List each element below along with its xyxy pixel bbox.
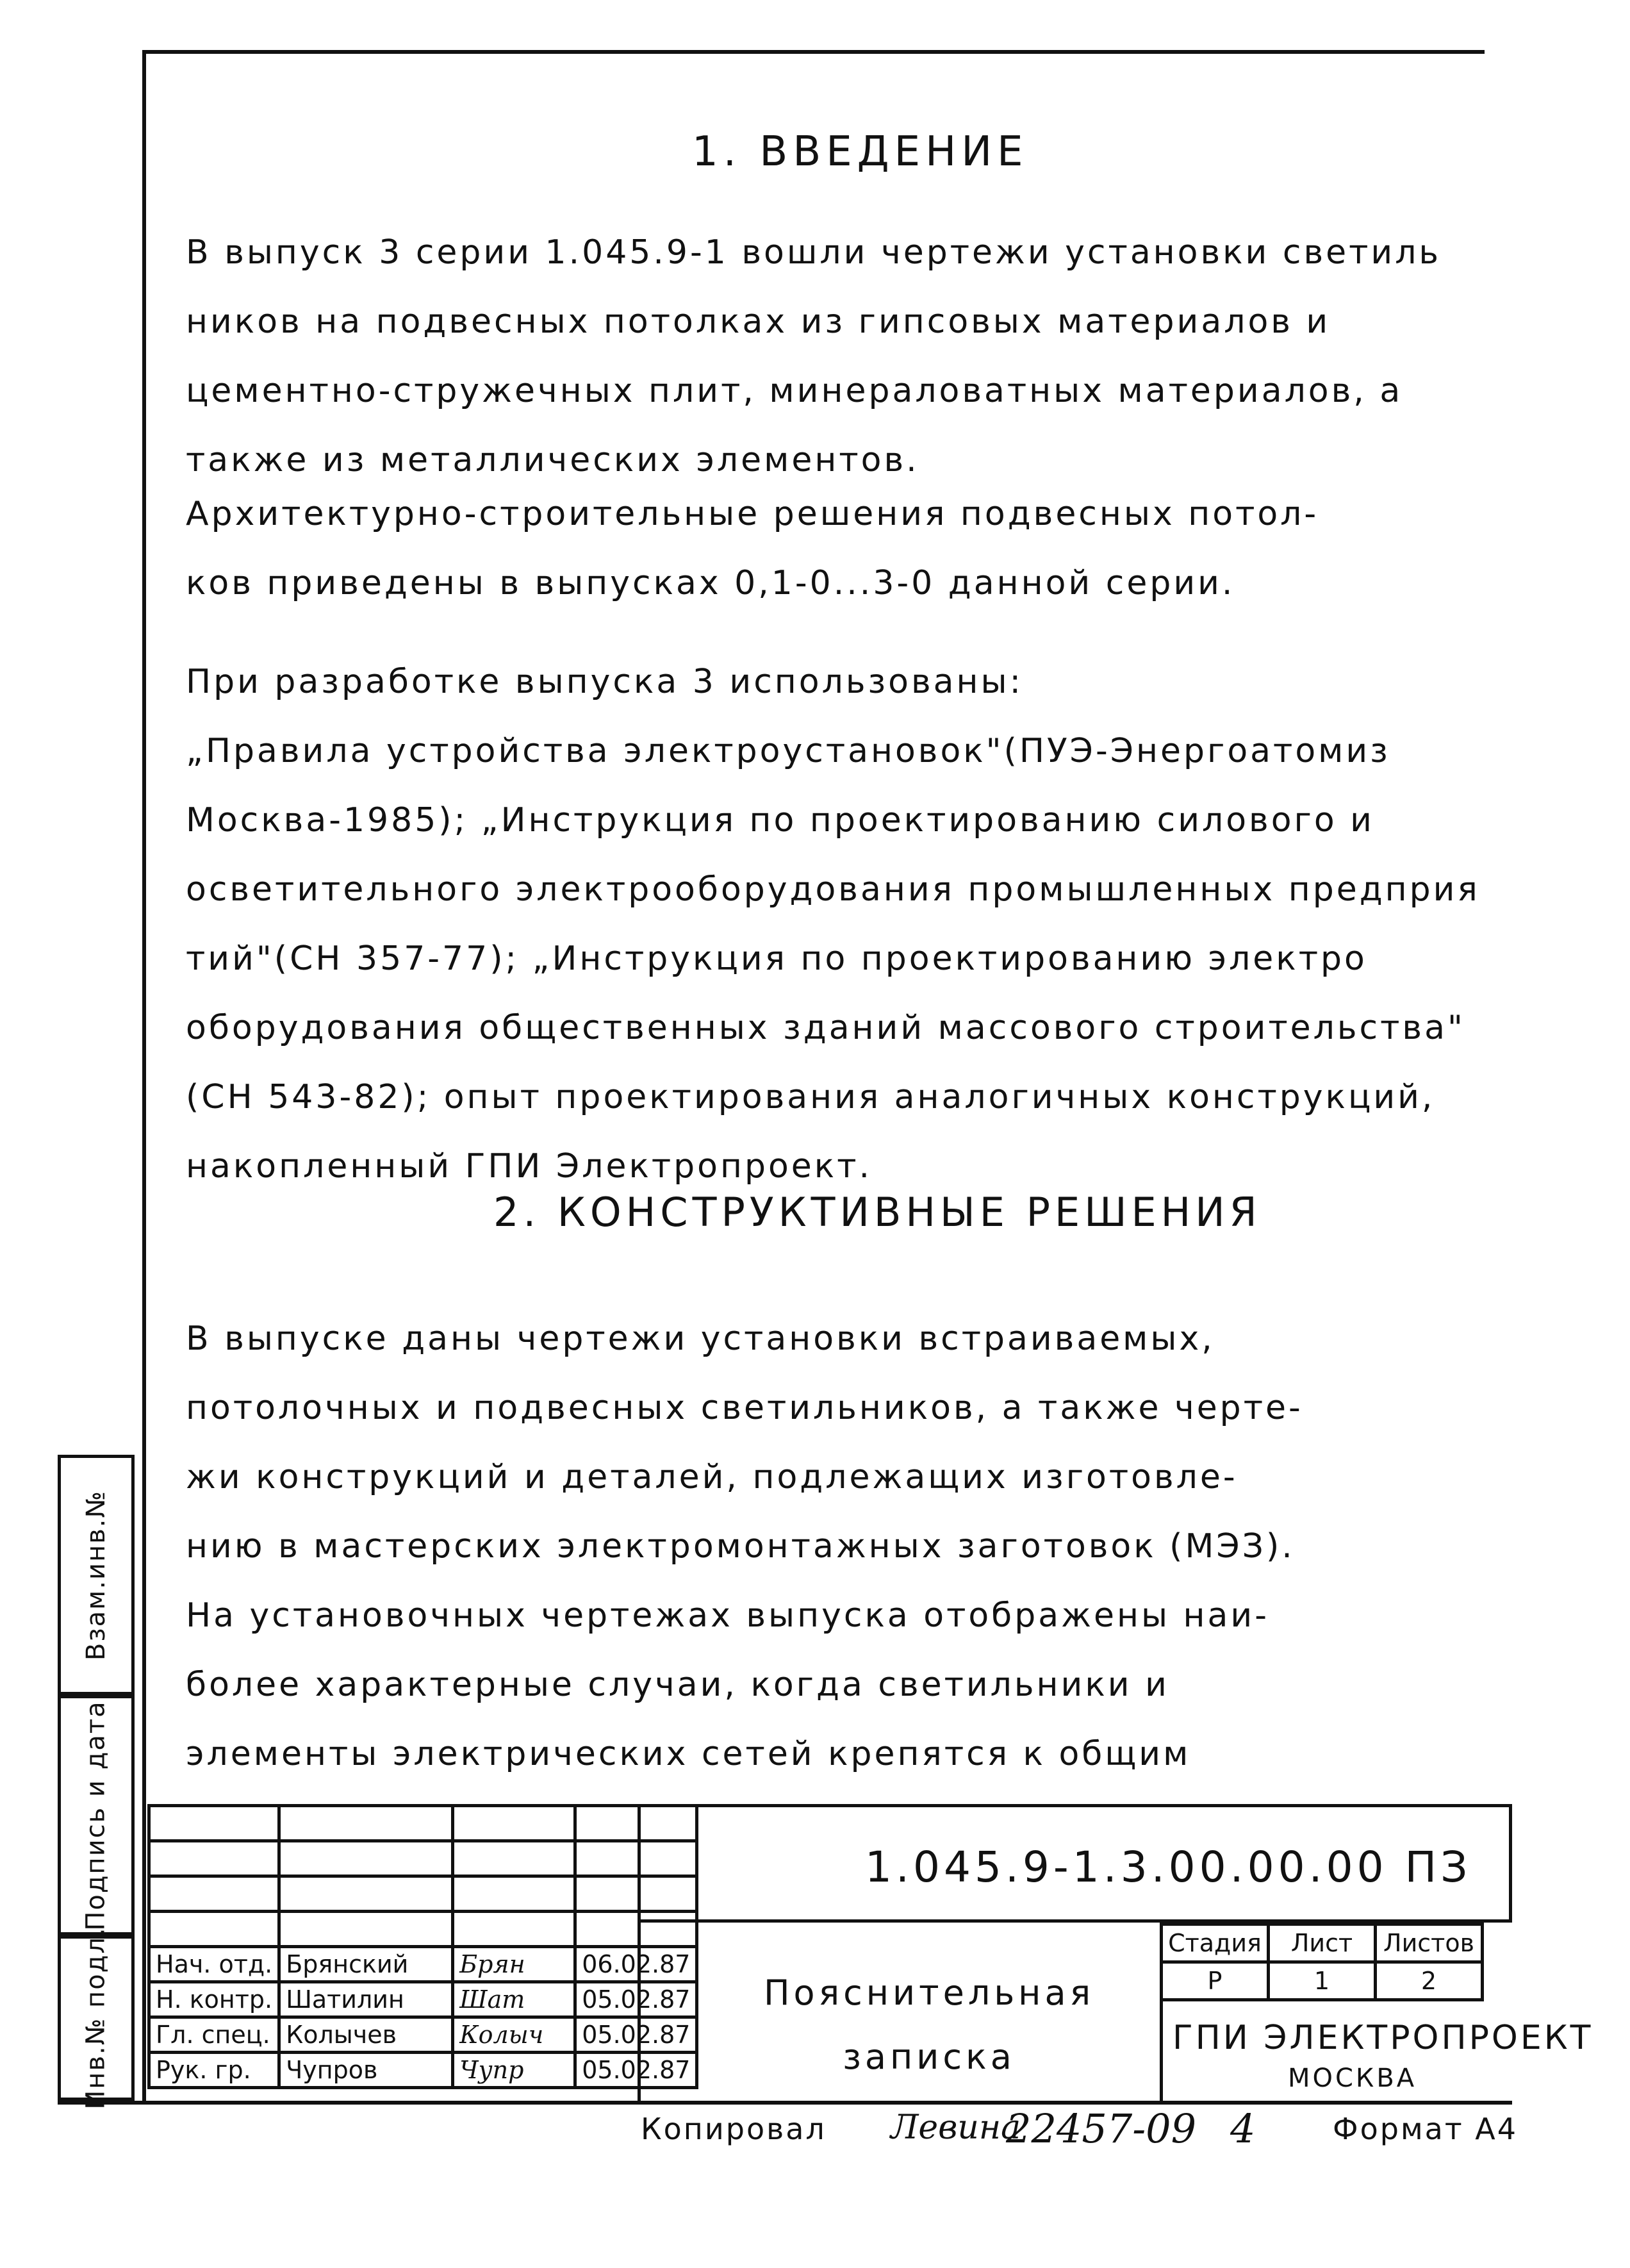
table-row	[149, 1841, 697, 1876]
frame-top-border	[142, 50, 1485, 54]
document-title-line2: записка	[843, 2037, 1016, 2077]
table-row	[1162, 1962, 1483, 2000]
date-cell: 06.02.87	[575, 1947, 697, 1982]
table-row	[1162, 1924, 1483, 1962]
name-cell: Чупров	[279, 2053, 453, 2088]
signature-cell: Чупр	[453, 2053, 575, 2088]
signature-cell: Колыч	[453, 2017, 575, 2053]
section1-para2: Архитектурно-строительные решения подвесных потол- ков приведены в выпусках 0,1-0...3-0 данной серии.	[186, 495, 1319, 602]
copied-label: Копировал	[641, 2112, 827, 2146]
section2-heading: 2. КОНСТРУКТИВНЫЕ РЕШЕНИЯ	[493, 1189, 1262, 1236]
signature-cell: Шат	[453, 1982, 575, 2017]
side-inv-label: Инв.№ подл.	[81, 1926, 111, 2110]
table-row	[149, 2017, 697, 2053]
document-code: 1.045.9-1.3.00.00.00 ПЗ	[865, 1842, 1472, 1892]
side-vzam-inv	[58, 1455, 135, 1695]
side-podpis-data	[58, 1695, 135, 1935]
document-title	[737, 1961, 1121, 2089]
sheet-header: Лист	[1269, 1924, 1376, 1962]
stage-value: Р	[1162, 1962, 1269, 2000]
table-row	[149, 1947, 697, 1982]
date-cell: 05.02.87	[575, 1982, 697, 2017]
section1-para1: В выпуск 3 серии 1.045.9-1 вошли чертежи установки светиль ников на подвесных потолках из гипсовых материалов и цементно-стружечных плит, минераловатных материалов, а также из металлических элементов.	[186, 233, 1442, 479]
date-cell: 05.02.87	[575, 2017, 697, 2053]
document-title-line1: Пояснительная	[763, 1973, 1095, 2013]
section2-para1: В выпуске даны чертежи установки встраиваемых, потолочных и подвесных светильников, а также черте- жи конструкций и деталей, подлежащих изготовле- нию в мастерских электромонтажных заготовок (МЭЗ). На установочных чертежах выпуска отображены наи- более характерные случаи, когда светильники и элементы электрических сетей крепятся к общим	[186, 1320, 1303, 1773]
name-cell: Брянский	[279, 1947, 453, 1982]
role-cell: Гл. спец.	[149, 2017, 279, 2053]
table-row	[149, 1982, 697, 2017]
date-cell: 05.02.87	[575, 2053, 697, 2088]
stage-header: Стадия	[1162, 1924, 1269, 1962]
sheet-value: 1	[1269, 1962, 1376, 2000]
stage-table	[1160, 1923, 1484, 2001]
name-cell: Колычев	[279, 2017, 453, 2053]
signature-cell: Брян	[453, 1947, 575, 1982]
organization-city: МОСКВА	[1288, 2064, 1417, 2093]
table-row	[149, 2053, 697, 2088]
section1-heading: 1. ВВЕДЕНИЕ	[692, 128, 1028, 176]
side-inv-podl	[58, 1926, 135, 2110]
signature-table	[147, 1804, 698, 2089]
side-vzam-label: Взам.инв.№	[81, 1489, 111, 1660]
archive-number: 22457-09	[1006, 2105, 1197, 2152]
role-cell: Рук. гр.	[149, 2053, 279, 2088]
table-row	[149, 1912, 697, 1947]
role-cell: Н. контр.	[149, 1982, 279, 2017]
sheets-value: 2	[1376, 1962, 1483, 2000]
table-row	[149, 1806, 697, 1841]
paper-format: Формат А4	[1333, 2112, 1518, 2146]
section1-para3: При разработке выпуска 3 использованы: „Правила устройства электроустановок"(ПУЭ-Энергоатомиз Москва-1985); „Инструкция по проектированию силового и осветительного электрооборудования промышленных предприя тий"(СН 357-77); „Инструкция по проектированию электро оборудования общественных зданий массового строительства" (СН 543-82); опыт проектирования аналогичных конструкций, накопленный ГПИ Электропроект.	[186, 663, 1480, 1186]
name-cell: Шатилин	[279, 1982, 453, 2017]
side-podpis-label: Подпись и дата	[81, 1700, 111, 1931]
role-cell: Нач. отд.	[149, 1947, 279, 1982]
frame-left-border	[142, 50, 146, 2101]
table-row	[149, 1876, 697, 1912]
sheets-header: Листов	[1376, 1924, 1483, 1962]
organization-name: ГПИ ЭЛЕКТРОПРОЕКТ	[1173, 2019, 1593, 2057]
page-number: 4	[1230, 2105, 1256, 2152]
copied-signature: Левина	[891, 2108, 1021, 2147]
